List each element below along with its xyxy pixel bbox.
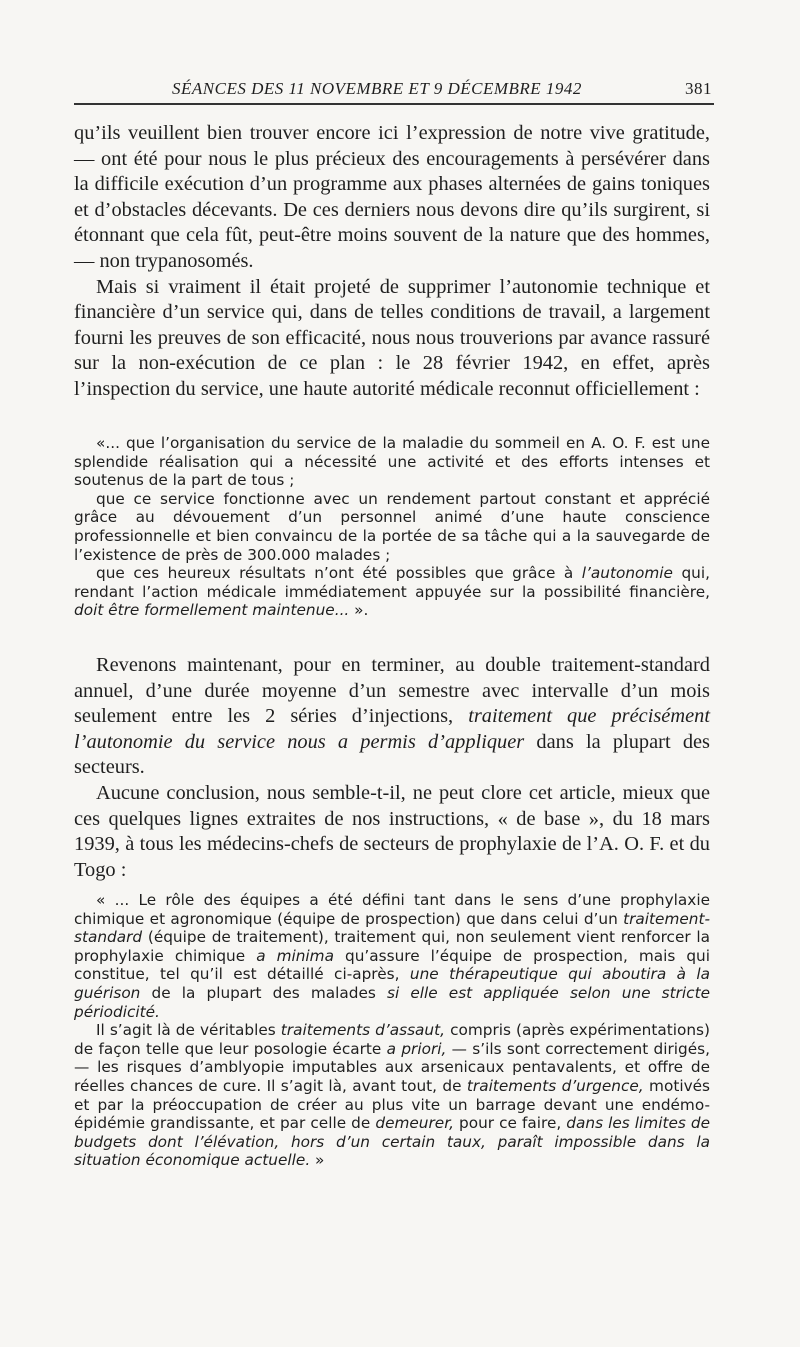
body-section-1	[74, 121, 710, 403]
quotation-inspection	[74, 434, 710, 620]
quote-line-c	[74, 564, 710, 620]
quote-emphasis: traitement-standard	[74, 909, 710, 947]
quote-role-equipes	[74, 891, 710, 1021]
quote-text: »	[310, 1151, 325, 1170]
quote-line-a: «... que l’organisation du service de la maladie du sommeil en A. O. F. est une splendide réalisation qui a nécessité une activité et des efforts intenses et soutenus de la part de tous ;	[74, 434, 710, 490]
quote-text: ».	[349, 601, 369, 620]
body-section-2	[74, 653, 710, 883]
paragraph-text: dans la plupart des secteurs.	[74, 730, 710, 779]
quote-emphasis: a priori,	[386, 1039, 447, 1058]
quote-text: qui, rendant l’action médicale immédiatement appuyée sur la possibilité financière,	[74, 564, 710, 601]
quote-text: pour ce faire,	[453, 1114, 567, 1133]
quote-emphasis: doit être formellement maintenue...	[74, 601, 350, 620]
quote-text: qu’assure l’équipe de prospection, mais qui constitue, tel qu’il est détaillé ci-après,	[74, 946, 710, 984]
quote-text: — s’ils sont correctement dirigés, — les risques d’amblyopie imputables aux arsenicaux pentavalents, et offre de réelles chances de cure. Il s’agit là, avant tout, de	[74, 1039, 710, 1095]
quote-text: de la plupart des malades	[140, 983, 387, 1002]
quote-text: compris (après expérimentations) de façon telle que leur posologie écarte	[74, 1021, 710, 1058]
quote-text: « ... Le rôle des équipes a été défini tant dans le sens d’une prophylaxie chimique et agronomique (équipe de prospection) que dans celui d’un	[74, 891, 710, 928]
paragraph-traitement-standard	[74, 653, 710, 781]
quote-text: que ces heureux résultats n’ont été possibles que grâce à	[96, 564, 582, 583]
paragraph-conclusion: Aucune conclusion, nous semble-t-il, ne peut clore cet article, mieux que ces quelques lignes extraites de nos instructions, « de base », du 18 mars 1939, à tous les médecins-chefs de secteurs de prophylaxie de l’A. O. F. et du Togo :	[74, 781, 710, 881]
paragraph-autonomie: Mais si vraiment il était projeté de supprimer l’autonomie technique et financière d’un service qui, dans de telles conditions de travail, a largement fourni les preuves de son efficacité, nous nous trouverions par avance rassuré sur la non-exécution de ce plan : le 28 février 1942, en effet, après l’inspection du service, une haute autorité médicale reconnut officiellement :	[74, 275, 710, 400]
quote-emphasis: dans les limites de budgets dont l’élévation, hors d’un certain taux, paraît impossible dans la situation économique actuelle.	[74, 1114, 711, 1170]
header-rule	[74, 103, 714, 105]
running-header-title: SÉANCES DES 11 NOVEMBRE ET 9 DÉCEMBRE 1942	[172, 79, 582, 98]
paragraph-emphasis: traitement que précisément l’autonomie du service nous a permis d’appliquer	[74, 705, 710, 753]
quote-text: (équipe de traitement), traitement qui, non seulement vient renforcer la prophylaxie chimique	[74, 928, 710, 965]
page-number: 381	[685, 79, 712, 98]
quote-emphasis: traitements d’urgence,	[466, 1076, 644, 1095]
quote-emphasis: une thérapeutique qui aboutira à la guérison	[74, 965, 710, 1002]
quote-emphasis: l’autonomie	[581, 564, 673, 583]
quotation-instructions	[74, 891, 710, 1170]
quote-line-b: que ce service fonctionne avec un rendement partout constant et apprécié grâce au dévouement d’un personnel animé d’une haute conscience professionnelle et bien convaincu de la portée de sa tâche qui a la sauvegarde de l’existence de près de 300.000 malades ;	[74, 489, 710, 564]
running-header	[74, 79, 714, 99]
quote-traitements-assaut	[74, 1021, 710, 1170]
quote-text: motivés et par la préoccupation de créer au plus vite un barrage devant une endémo-épidémie grandissante, et par celle de	[74, 1076, 711, 1133]
paragraph-text: Revenons maintenant, pour en terminer, au double traitement-standard annuel, d’une durée moyenne d’un semestre avec intervalle d’un mois seulement entre les 2 séries d’injections,	[74, 654, 710, 728]
paragraph-continuation: qu’ils veuillent bien trouver encore ici l’expression de notre vive gratitude, — ont été pour nous le plus précieux des encouragements à persévérer dans la difficile exécution d’un programme aux phases alternées de gains toniques et d’obstacles décevants. De ces derniers nous devons dire qu’ils surgirent, si étonnant que cela fût, peut-être moins souvent de la nature que des hommes, — non trypanosomés.	[74, 122, 710, 272]
quote-emphasis: demeurer,	[375, 1114, 454, 1133]
quote-text: Il s’agit là de véritables	[96, 1021, 281, 1040]
quote-emphasis: si elle est appliquée selon une stricte périodicité.	[74, 983, 710, 1021]
quote-emphasis: a minima	[256, 946, 334, 965]
quote-emphasis: traitements d’assaut,	[280, 1021, 445, 1040]
